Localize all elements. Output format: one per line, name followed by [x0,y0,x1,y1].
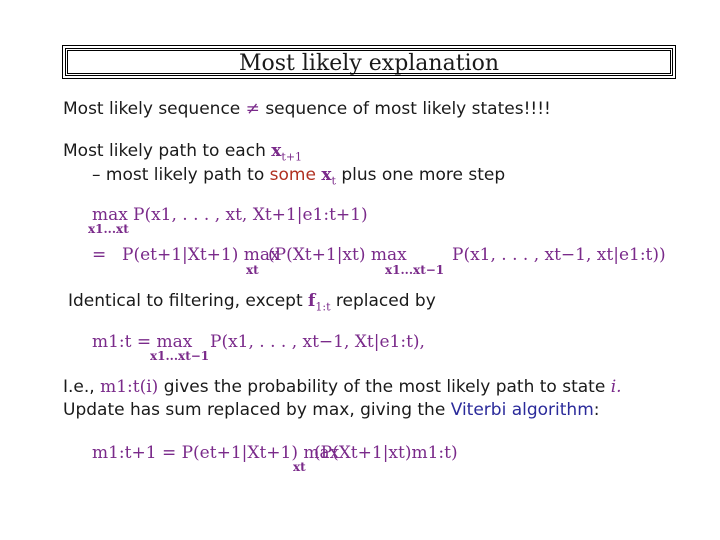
text-one-more-step: plus one more step [341,165,506,185]
slide-title: Most likely explanation [238,51,499,76]
equation-1-max: max [92,205,128,225]
equation-2-under-2: x1...xt−1 [385,263,445,277]
equation-3-under: x1...xt−1 [150,349,210,363]
statement-line-4 [68,291,436,313]
title-frame [62,45,676,79]
var-x-sub: t+1 [281,150,303,164]
var-x: x [271,141,282,161]
equation-2-right: P(x1, . . . , xt−1, xt|e1:t)) [452,245,666,265]
text-most-likely-path: Most likely path to each [63,141,266,161]
equation-2-left: P(et+1|Xt+1) max [122,245,280,265]
statement-line-2 [63,141,302,163]
text-path-to: – most likely path to [92,165,265,185]
equation-4-lhs: m1:t+1 = P(et+1|Xt+1) max [92,443,340,463]
var-f-sub: 1:t [315,300,331,314]
equation-3-lhs: m1:t = max [92,332,193,352]
text-most-likely-sequence: Most likely sequence [63,99,241,119]
text-update-sum: Update has sum replaced by max, giving the [63,400,446,420]
statement-line-1 [63,99,551,119]
statement-line-6 [63,400,600,420]
equation-1-expr: P(x1, . . . , xt, Xt+1|e1:t+1) [133,205,368,225]
neq-symbol: ≠ [245,99,260,119]
text-sequence-of-states: sequence of most likely states!!!! [265,99,551,119]
var-i: i. [610,377,622,397]
equation-4-under: xt [293,460,306,474]
var-m: m1:t(i) [100,377,159,397]
text-ie: I.e., [63,377,95,397]
statement-line-3 [92,165,505,187]
text-gives-probability: gives the probability of the most likely path to state [163,377,606,397]
equation-2-eq: = [92,245,107,265]
statement-line-5 [63,377,622,397]
text-identical-filtering: Identical to filtering, except [68,291,303,311]
equation-2-paren: (P(Xt+1|xt) max [268,245,407,265]
equation-1-under: x1...xt [88,222,129,236]
equation-4-rhs: (P(Xt+1|xt)m1:t) [314,443,458,463]
var-xt-sub: t [331,174,336,188]
text-viterbi: Viterbi algorithm [450,400,594,420]
equation-2-under-1: xt [246,263,259,277]
equation-3-rhs: P(x1, . . . , xt−1, Xt|e1:t), [210,332,425,352]
var-xt: x [321,165,332,185]
text-some: some [269,165,316,185]
text-colon: : [593,400,600,420]
text-replaced-by: replaced by [335,291,436,311]
var-f: f [308,291,316,311]
